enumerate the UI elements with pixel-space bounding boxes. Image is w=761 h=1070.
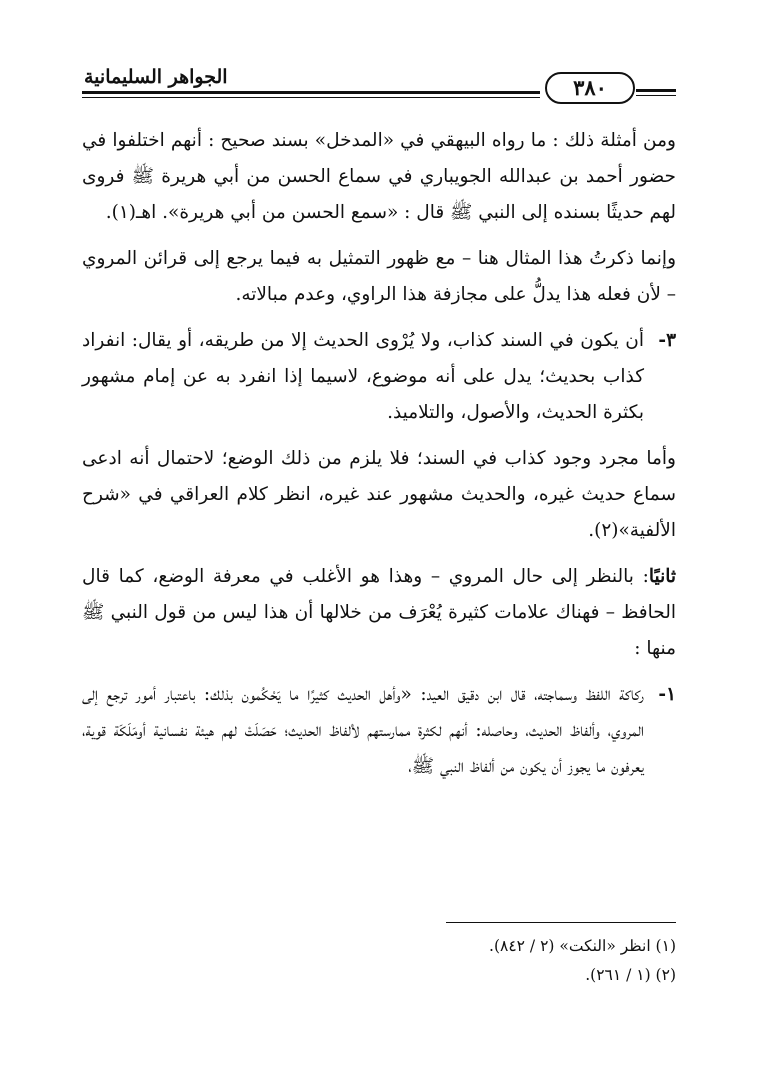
page-number: ٣٨٠ <box>545 72 635 104</box>
footnote: (٢) (١ / ٢٦١). <box>585 966 676 984</box>
paragraph-note: وإنما ذكرتُ هذا المثال هنا – مع ظهور التمثيل به فيما يرجع إلى قرائن المروي – لأن فعله هذا يدلُّ على مجازفة هذا الراوي، وعدم مبالاته. <box>82 248 676 305</box>
header-rule-right-thin <box>636 95 676 96</box>
paragraph-second-text: : بالنظر إلى حال المروي – وهذا هو الأغلب في معرفة الوضع، كما قال الحافظ – فهناك علامات كثيرة يُعْرَف من خلالها أن هذا ليس من قول النبي ﷺ منها : <box>82 566 676 659</box>
header-rule-right <box>636 89 676 92</box>
list-item-3 <box>82 323 676 431</box>
page-header <box>0 58 761 102</box>
paragraph-second <box>82 559 676 667</box>
footnote: (١) انظر «النكت» (٢ / ٨٤٢). <box>489 937 676 955</box>
paragraph-liar: وأما مجرد وجود كذاب في السند؛ فلا يلزم من ذلك الوضع؛ لاحتمال أنه ادعى سماع حديث غيره، والحديث مشهور عند غيره، انظر كلام العراقي في «شرح الألفية»(٢). <box>82 448 676 541</box>
paragraph-lead: ثانيًا <box>648 566 676 587</box>
header-rule <box>82 91 540 94</box>
list-item-number: ٣- <box>658 330 676 351</box>
paragraph-example: ومن أمثلة ذلك : ما رواه البيهقي في «المدخل» بسند صحيح : أنهم اختلفوا في حضور أحمد بن عبدالله الجويباري في سماع الحسن من أبي هريرة ﷺ فروى لهم حديثًا بسنده إلى النبي ﷺ قال : «سمع الحسن من أبي هريرة». اهـ(١). <box>82 130 676 223</box>
footnote-separator <box>446 922 676 923</box>
running-title: الجواهر السليمانية <box>84 66 228 88</box>
list-item-text: ركاكة اللفظ وسماجته، قال ابن دقيق العيد: «وأهل الحديث كثيرًا ما يَحْكُمون بذلك: باعتبار أمور ترجع إلى المروي، وألفاظ الحديث، وحاصله: أنهم لكثرة ممارستهم لألفاظ الحديث؛ حَصَلَتْ لهم هيئة نفسانية أومَلَكَة قوية، يعرفون ما يجوز أن يكون من ألفاظ النبي ﷺ، <box>82 684 644 777</box>
list-item-number: ١- <box>658 684 676 705</box>
list-item-text: أن يكون في السند كذاب، ولا يُرْوى الحديث إلا من طريقه، أو يقال: انفراد كذاب بحديث؛ يدل على أنه موضوع، لاسيما إذا انفرد به عن إمام مشهور بكثرة الحديث، والأصول، والتلاميذ. <box>82 330 644 423</box>
header-rule-thin <box>82 97 540 98</box>
list-item-1 <box>82 677 676 785</box>
footnotes <box>82 932 676 990</box>
main-text <box>82 123 676 795</box>
